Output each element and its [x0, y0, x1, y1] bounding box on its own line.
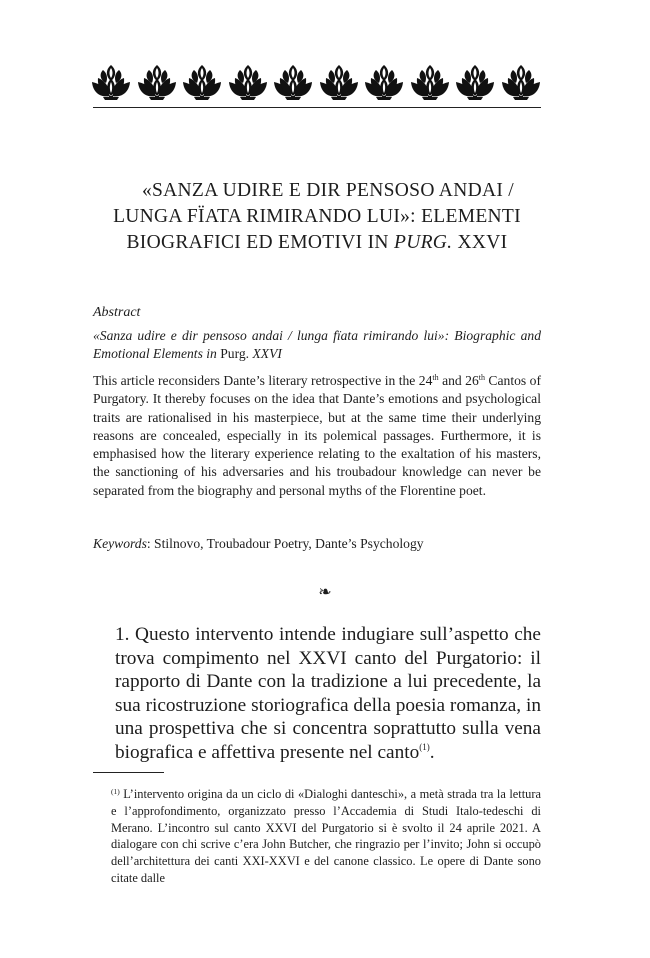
- keywords-values: : Stilnovo, Troubadour Poetry, Dante’s Psychology: [146, 536, 424, 551]
- abstract-body: [93, 372, 541, 500]
- keywords-label: Keywords: [93, 536, 147, 551]
- title-line-3-purg: PURG.: [393, 232, 453, 253]
- abstract-label: Abstract: [93, 305, 141, 320]
- header-rule: [93, 107, 541, 108]
- lotus-flower-ornament-icon: [318, 62, 360, 102]
- footnote: [93, 786, 541, 887]
- footnote-marker: (1): [111, 787, 120, 796]
- ordinal-sup-2: th: [478, 373, 485, 382]
- main-paragraph: [93, 623, 541, 764]
- footnote-text: L’intervento origina da un ciclo di «Dialoghi danteschi», a metà strada tra la lettura e l’approfondimento, organizzato presso l’Accademia di Studi Italo-tedeschi di Merano. L’incontro sul canto XXVI del Purgatorio si è svolto il 24 aprile 2021. A dialogare con chi scrive c’era John Butcher, che ringrazio per l’invito; John si occupò dell’architettura dei canti XXI-XXVI e del canone classico. Le opere di Dante sono citate dalle: [111, 787, 541, 885]
- footnote-rule: [93, 772, 164, 773]
- lotus-flower-ornament-icon: [409, 62, 451, 102]
- lotus-flower-ornament-icon: [181, 62, 223, 102]
- lotus-flower-ornament-icon: [363, 62, 405, 102]
- abstract-subtitle-roman: Purg.: [220, 346, 250, 361]
- abstract-subtitle: [93, 327, 541, 363]
- keywords: [93, 536, 541, 552]
- ornament-row: [90, 62, 542, 102]
- main-paragraph-text: 1. Questo intervento intende indugiare sull’aspetto che trova compimento nel XXVI canto del Purgatorio: il rapporto di Dante con la tradizione a lui precedente, la sua ricostruzione storiografica della poesia romanza, in una prospettiva che si concentra soprattutto sulla vena biografica e affettiva presente nel canto: [115, 624, 541, 763]
- title-line-1: «SANZA UDIRE E DIR PENSOSO ANDAI /: [141, 180, 515, 201]
- lotus-flower-ornament-icon: [272, 62, 314, 102]
- title-line-3: [93, 230, 541, 256]
- lotus-flower-ornament-icon: [136, 62, 178, 102]
- footnote-reference[interactable]: (1): [419, 741, 430, 752]
- lotus-flower-ornament-icon: [90, 62, 132, 102]
- main-paragraph-end: .: [429, 741, 435, 763]
- article-title: [93, 178, 541, 256]
- abstract-subtitle-italic: «Sanza udire e dir pensoso andai / lunga fïata rimirando lui»: Biographic and Emotional Elements in: [93, 328, 541, 361]
- title-line-3-a: BIOGRAFICI ED EMOTIVI IN: [126, 232, 394, 253]
- lotus-flower-ornament-icon: [227, 62, 269, 102]
- abstract-body-part-2: and 26: [438, 373, 479, 388]
- lotus-flower-ornament-icon: [454, 62, 496, 102]
- ordinal-sup-1: th: [432, 373, 439, 382]
- title-line-3-c: XXVI: [452, 232, 508, 253]
- abstract-subtitle-end: XXVI: [249, 346, 282, 361]
- abstract-body-part-1: This article reconsiders Dante’s literary retrospective in the 24: [93, 373, 433, 388]
- title-line-2: LUNGA FÏATA RIMIRANDO LUI»: ELEMENTI: [113, 206, 521, 227]
- abstract-body-part-3: Cantos of Purgatory. It thereby focuses on the idea that Dante’s emotions and psychological traits are rationalised in his masterpiece, but at the same time their underlying reasons are concealed, especially in its polemical passages. Furthermore, it is emphasised how the literary experience relating to the exaltation of his masters, the sanctioning of his adversaries and his troubadour knowledge can never be separated from the biography and personal myths of the Florentine poet.: [93, 373, 541, 498]
- lotus-flower-ornament-icon: [500, 62, 542, 102]
- fleuron-icon: ❧: [318, 584, 332, 601]
